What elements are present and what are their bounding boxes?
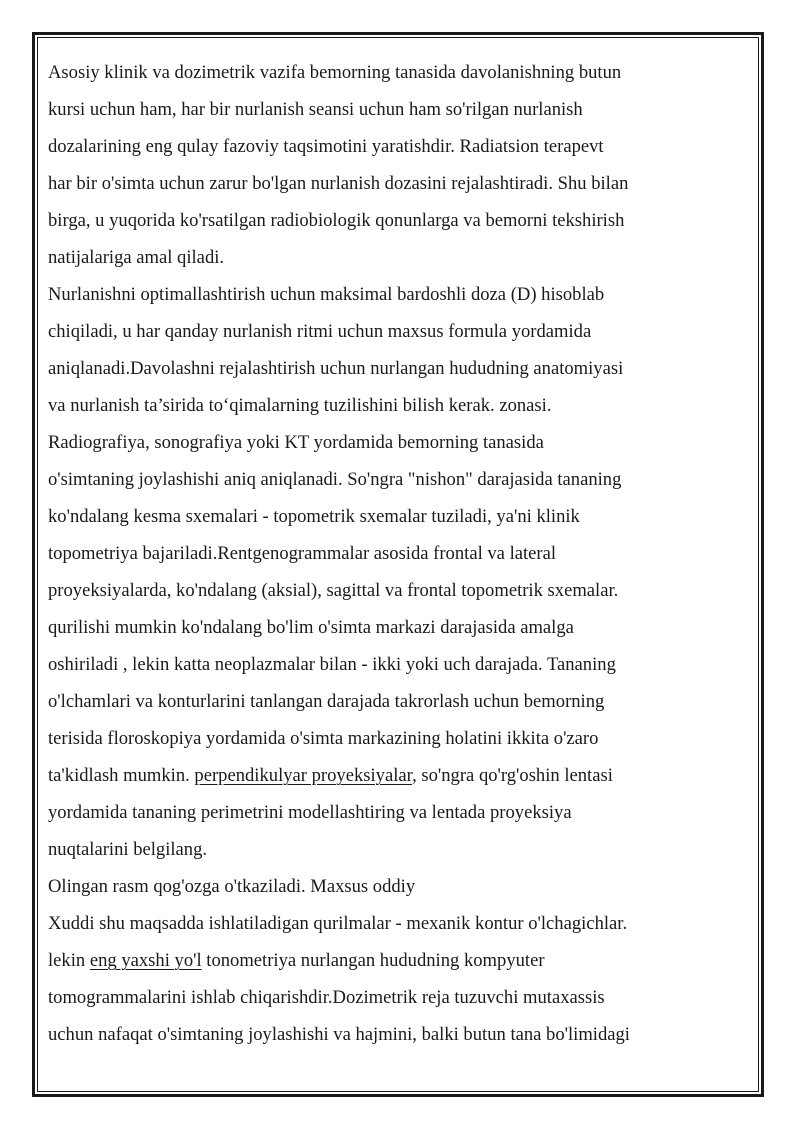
document-body: [48, 54, 738, 1053]
text-line: nuqtalarini belgilang.: [48, 839, 208, 860]
text-line: dozalarining eng qulay fazoviy taqsimotini yaratishdir. Radiatsion terapevt: [48, 136, 604, 157]
text-line: Xuddi shu maqsadda ishlatiladigan qurilmalar - mexanik kontur o'lchagichlar.: [48, 913, 628, 934]
text-fragment: ta'kidlash mumkin.: [48, 765, 195, 786]
text-fragment: tonometriya nurlangan hududning kompyuter: [201, 950, 545, 971]
text-line: Radiografiya, sonografiya yoki KT yordamida bemorning tanasida: [48, 432, 544, 453]
best-way-link[interactable]: eng yaxshi yo'l: [89, 950, 202, 971]
text-line: birga, u yuqorida ko'rsatilgan radiobiologik qonunlarga va bemorni tekshirish: [48, 210, 625, 231]
text-line: aniqlanadi.Davolashni rejalashtirish uchun nurlangan hududning anatomiyasi: [48, 358, 624, 379]
text-line: har bir o'simta uchun zarur bo'lgan nurlanish dozasini rejalashtiradi. Shu bilan: [48, 173, 629, 194]
text-line: kursi uchun ham, har bir nurlanish seansi uchun ham so'rilgan nurlanish: [48, 99, 583, 120]
text-line: uchun nafaqat o'simtaning joylashishi va hajmini, balki butun tana bo'limidagi: [48, 1024, 630, 1045]
text-line: Olingan rasm qog'ozga o'tkaziladi. Maxsus oddiy: [48, 876, 416, 897]
text-line: topometriya bajariladi.Rentgenogrammalar asosida frontal va lateral: [48, 543, 557, 564]
text-line: yordamida tananing perimetrini modellashtiring va lentada proyeksiya: [48, 802, 572, 823]
text-line: oshiriladi , lekin katta neoplazmalar bilan - ikki yoki uch darajada. Tananing: [48, 654, 616, 675]
text-line: [48, 757, 738, 794]
text-line: natijalariga amal qiladi.: [48, 247, 225, 268]
text-line: qurilishi mumkin ko'ndalang bo'lim o'simta markazi darajasida amalga: [48, 617, 574, 638]
perpendicular-projections-link[interactable]: perpendikulyar proyeksiyalar: [194, 765, 413, 786]
text-line: Nurlanishni optimallashtirish uchun maksimal bardoshli doza (D) hisoblab: [48, 284, 605, 305]
text-line: tomogrammalarini ishlab chiqarishdir.Dozimetrik reja tuzuvchi mutaxassis: [48, 987, 605, 1008]
text-line: chiqiladi, u har qanday nurlanish ritmi uchun maxsus formula yordamida: [48, 321, 592, 342]
text-fragment: lekin: [48, 950, 90, 971]
text-fragment: , so'ngra qo'rg'oshin lentasi: [412, 765, 613, 786]
text-line: proyeksiyalarda, ko'ndalang (aksial), sagittal va frontal topometrik sxemalar.: [48, 580, 619, 601]
text-line: o'lchamlari va konturlarini tanlangan darajada takrorlash uchun bemorning: [48, 691, 605, 712]
text-line: Asosiy klinik va dozimetrik vazifa bemorning tanasida davolanishning butun: [48, 62, 622, 83]
text-line: o'simtaning joylashishi aniq aniqlanadi. So'ngra "nishon" darajasida tananing: [48, 469, 622, 490]
text-line: [48, 942, 738, 979]
text-line: ko'ndalang kesma sxemalari - topometrik sxemalar tuziladi, ya'ni klinik: [48, 506, 580, 527]
text-line: terisida floroskopiya yordamida o'simta markazining holatini ikkita o'zaro: [48, 728, 599, 749]
text-line: va nurlanish ta’sirida to‘qimalarning tuzilishini bilish kerak. zonasi.: [48, 395, 552, 416]
